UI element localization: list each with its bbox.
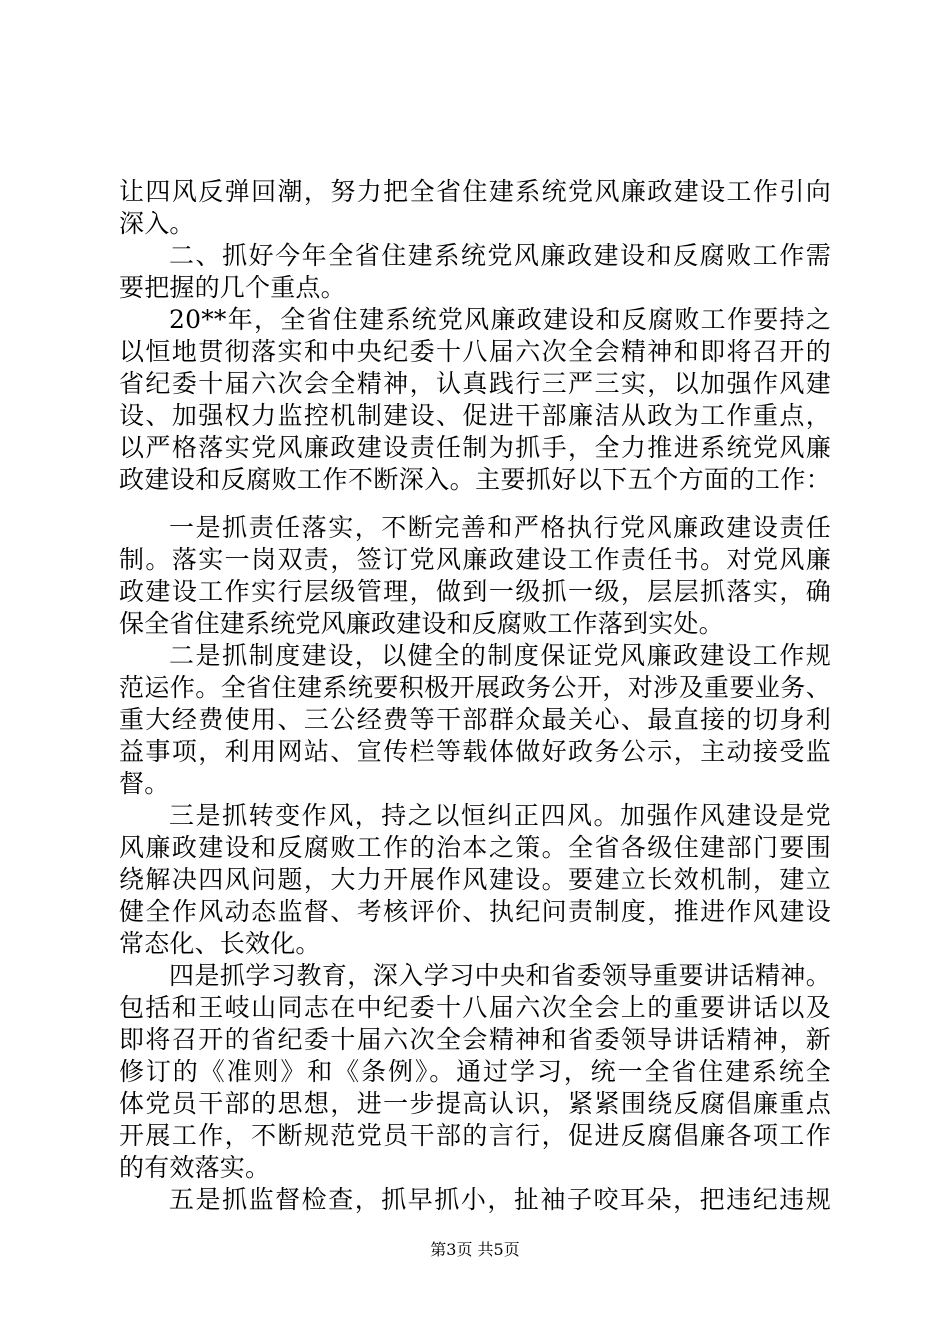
text-line: 以严格落实党风廉政建设责任制为抓手，全力推进系统党风廉 (119, 433, 831, 462)
text-line: 政建设和反腐败工作不断深入。主要抓好以下五个方面的工作： (119, 465, 831, 494)
text-line: 修订的《准则》和《条例》。通过学习，统一全省住建系统全 (119, 1057, 831, 1086)
text-line: 制。落实一岗双责，签订党风廉政建设工作责任书。对党风廉 (119, 545, 831, 574)
text-line: 二、抓好今年全省住建系统党风廉政建设和反腐败工作需 (169, 241, 831, 270)
text-line: 风廉政建设和反腐败工作的治本之策。全省各级住建部门要围 (119, 833, 831, 862)
text-line: 重大经费使用、三公经费等干部群众最关心、最直接的切身利 (119, 705, 831, 734)
text-line: 以恒地贯彻落实和中央纪委十八届六次全会精神和即将召开的 (119, 337, 831, 366)
text-line: 常态化、长效化。 (119, 929, 321, 958)
text-line: 省纪委十届六次会全精神，认真践行三严三实，以加强作风建 (119, 369, 831, 398)
text-line: 政建设工作实行层级管理，做到一级抓一级，层层抓落实，确 (119, 577, 831, 606)
text-line: 四是抓学习教育，深入学习中央和省委领导重要讲话精神。 (169, 961, 831, 990)
text-line: 设、加强权力监控机制建设、促进干部廉洁从政为工作重点， (119, 401, 831, 430)
text-line: 包括和王岐山同志在中纪委十八届六次全会上的重要讲话以及 (119, 993, 831, 1022)
text-line: 开展工作，不断规范党员干部的言行，促进反腐倡廉各项工作 (119, 1121, 831, 1150)
text-line: 要把握的几个重点。 (119, 273, 346, 302)
text-line: 深入。 (119, 209, 195, 238)
text-line: 督。 (119, 769, 170, 798)
text-line: 体党员干部的思想，进一步提高认识，紧紧围绕反腐倡廉重点 (119, 1089, 831, 1118)
text-line: 绕解决四风问题，大力开展作风建设。要建立长效机制，建立 (119, 865, 831, 894)
page-number-footer: 第3页 共5页 (430, 1240, 520, 1259)
text-line: 20**年，全省住建系统党风廉政建设和反腐败工作要持之 (169, 305, 831, 334)
text-line: 让四风反弹回潮，努力把全省住建系统党风廉政建设工作引向 (119, 177, 831, 206)
text-line: 健全作风动态监督、考核评价、执纪问责制度，推进作风建设 (119, 897, 831, 926)
text-line: 二是抓制度建设，以健全的制度保证党风廉政建设工作规 (169, 641, 831, 670)
text-line: 保全省住建系统党风廉政建设和反腐败工作落到实处。 (119, 609, 724, 638)
text-line: 益事项，利用网站、宣传栏等载体做好政务公示，主动接受监 (119, 737, 831, 766)
text-line: 范运作。全省住建系统要积极开展政务公开，对涉及重要业务、 (119, 673, 831, 702)
text-line: 五是抓监督检查，抓早抓小，扯袖子咬耳朵，把违纪违规 (169, 1185, 831, 1214)
text-line: 即将召开的省纪委十届六次全会精神和省委领导讲话精神，新 (119, 1025, 831, 1054)
text-line: 三是抓转变作风，持之以恒纠正四风。加强作风建设是党 (169, 801, 831, 830)
text-line: 的有效落实。 (119, 1153, 271, 1182)
text-line: 一是抓责任落实，不断完善和严格执行党风廉政建设责任 (169, 513, 831, 542)
